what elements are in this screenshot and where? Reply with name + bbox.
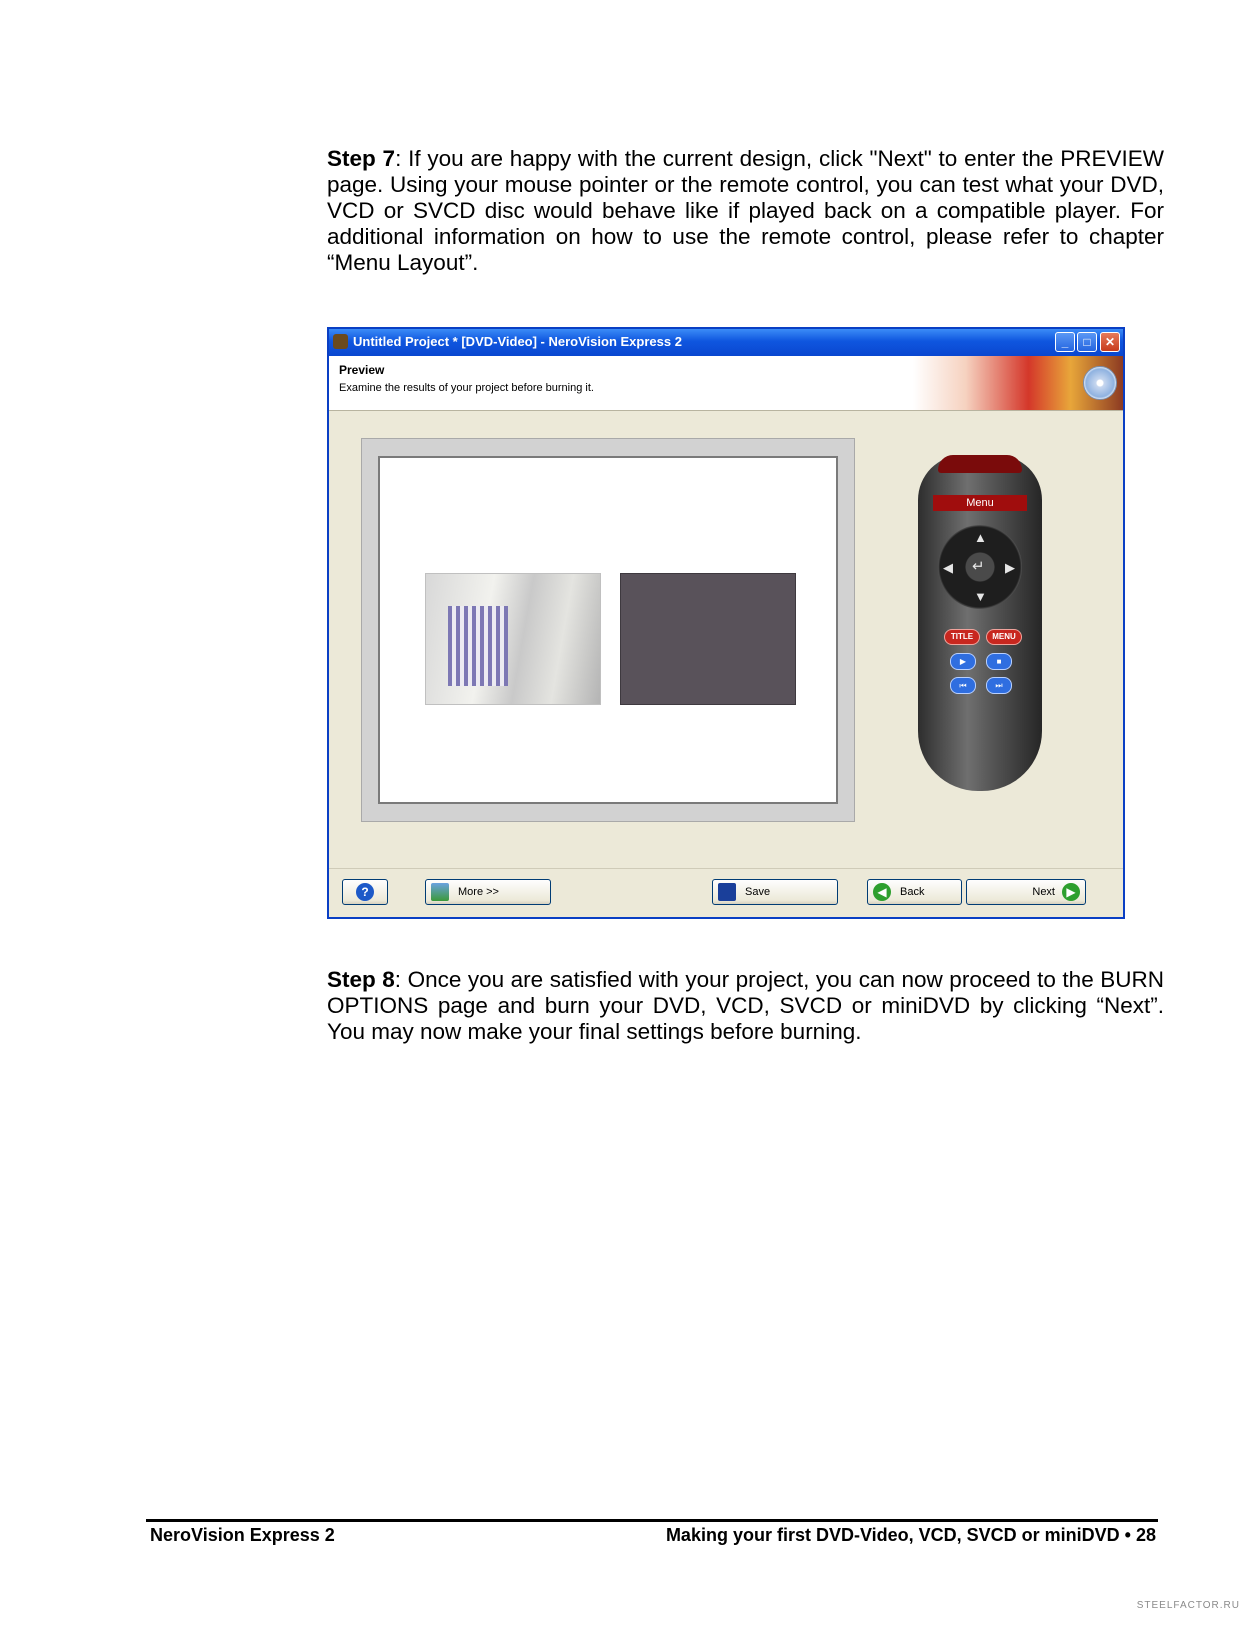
footer-chapter-page: Making your first DVD-Video, VCD, SVCD or miniDVD • 28: [665, 1525, 1156, 1545]
next-arrow-icon: ▶: [1062, 883, 1080, 901]
down-arrow-icon[interactable]: ▼: [974, 589, 987, 604]
footer-divider: [146, 1519, 1158, 1522]
remote-menu-button[interactable]: Menu: [933, 495, 1027, 511]
thumbnail-image-detail: [448, 606, 508, 686]
left-arrow-icon[interactable]: ◀: [943, 560, 953, 575]
remote-control: [918, 455, 1042, 791]
step8-label: Step 8: [327, 967, 395, 992]
remote-menu-pill-button[interactable]: MENU: [986, 629, 1022, 645]
next-button[interactable]: [966, 879, 1086, 905]
window-title: Untitled Project * [DVD-Video] - NeroVision Express 2: [353, 334, 682, 349]
disc-icon: [1083, 366, 1117, 400]
play-icon[interactable]: ▶: [950, 653, 976, 670]
remote-title-button[interactable]: TITLE: [944, 629, 980, 645]
page-header: [329, 356, 1123, 411]
watermark: STEELFACTOR.RU: [1136, 1600, 1240, 1611]
more-button[interactable]: [425, 879, 551, 905]
page-title: Preview: [339, 363, 385, 377]
back-arrow-icon: ◀: [873, 883, 891, 901]
help-icon: ?: [356, 883, 374, 901]
preview-frame: [361, 438, 855, 822]
next-chapter-icon[interactable]: ⏭: [986, 677, 1012, 694]
nerovision-window: [327, 327, 1125, 919]
close-icon[interactable]: ✕: [1100, 332, 1120, 352]
step7-label: Step 7: [327, 146, 396, 171]
step7-paragraph: [327, 146, 1164, 276]
save-icon: [718, 883, 736, 901]
bottom-button-bar: [329, 868, 1123, 917]
footer-product-name: NeroVision Express 2: [150, 1525, 335, 1545]
more-icon: [431, 883, 449, 901]
save-button-label: Save: [745, 886, 771, 898]
up-arrow-icon[interactable]: ▲: [974, 530, 987, 545]
back-button-label: Back: [900, 886, 925, 898]
maximize-icon[interactable]: □: [1077, 332, 1097, 352]
title-bar[interactable]: [329, 329, 1123, 356]
save-button[interactable]: [712, 879, 838, 905]
back-button[interactable]: [867, 879, 962, 905]
more-button-label: More >>: [458, 886, 499, 898]
stop-icon[interactable]: ■: [986, 653, 1012, 670]
menu-thumbnail-1[interactable]: [425, 573, 601, 705]
step7-text: : If you are happy with the current design, click "Next" to enter the PREVIEW page. Using your mouse pointer or the remote control, you can test what your DVD, VCD or SVCD disc would behave like if played back on a compatible player. For additional information on how to use the remote control, please refer to chapter “Menu Layout”.: [327, 146, 1164, 275]
remote-top: [938, 455, 1022, 473]
help-button[interactable]: [342, 879, 388, 905]
enter-icon[interactable]: ↵: [972, 558, 985, 575]
menu-thumbnail-2[interactable]: [620, 573, 796, 705]
step8-paragraph: [327, 967, 1164, 1045]
previous-icon[interactable]: ⏮: [950, 677, 976, 694]
preview-screen[interactable]: [378, 456, 838, 804]
page-subtitle: Examine the results of your project before burning it.: [339, 382, 594, 394]
right-arrow-icon[interactable]: ▶: [1005, 560, 1015, 575]
minimize-icon[interactable]: _: [1055, 332, 1075, 352]
remote-dpad: [938, 525, 1022, 609]
app-icon: [333, 334, 348, 349]
next-button-label: Next: [1032, 886, 1055, 898]
header-banner-image: [913, 356, 1123, 410]
step8-text: : Once you are satisfied with your project, you can now proceed to the BURN OPTIONS page and burn your DVD, VCD, SVCD or miniDVD by clicking “Next”. You may now make your final settings before burning.: [327, 967, 1164, 1044]
